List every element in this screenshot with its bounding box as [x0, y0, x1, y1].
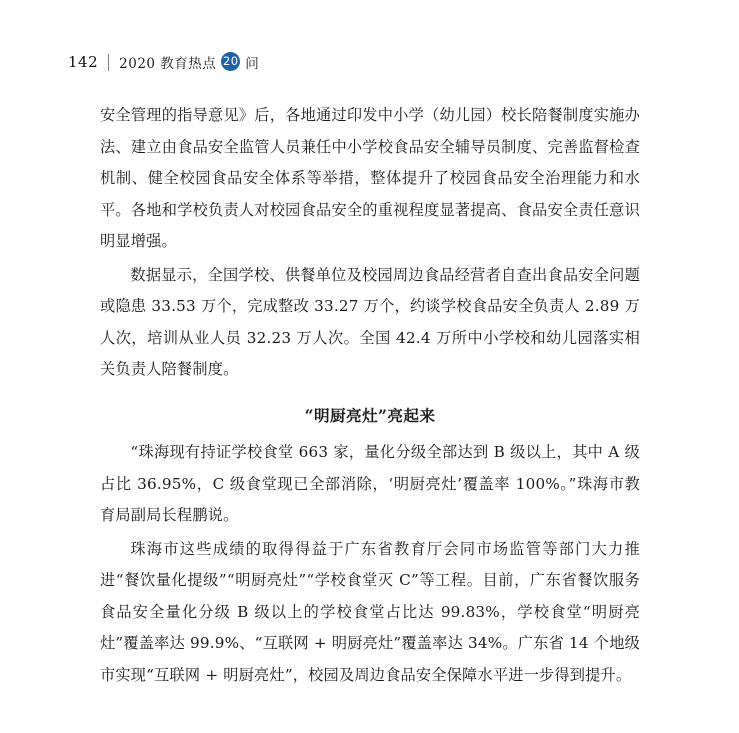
paragraph: 数据显示，全国学校、供餐单位及校园周边食品经营者自查出食品安全问题或隐患 33.53 万个，完成整改 33.27 万个，约谈学校食品安全负责人 2.89 万人次，培训从业人员 32.23 万人次。全国 42.4 万所中小学校和幼儿园落实相关负责人陪餐制度。 — [100, 265, 640, 378]
issue-badge: 20 — [221, 52, 240, 71]
page-number: 142 — [68, 53, 99, 71]
running-head — [68, 48, 671, 76]
page-body — [100, 100, 640, 693]
book-title-text-b: 问 — [245, 56, 260, 72]
paragraph: 珠海市这些成绩的取得得益于广东省教育厅会同市场监管等部门大力推进“餐饮量化提级”“明厨亮灶”“学校食堂灭 C”等工程。目前，广东省餐饮服务食品安全量化分级 B 级以上的学校食堂占比达 99.83%，学校食堂“明厨亮灶”覆盖率达 99.9%、“互联网 + 明厨亮灶”覆盖率达 34%。广东省 14 个地级市实现“互联网 + 明厨亮灶”，校园及周边食品安全保障水平进一步得到提升。 — [100, 539, 640, 684]
book-title — [119, 52, 259, 72]
paragraph: 安全管理的指导意见》后，各地通过印发中小学（幼儿园）校长陪餐制度实施办法、建立由食品安全监管人员兼任中小学校食品安全辅导员制度、完善监督检查机制、健全校园食品安全体系等举措，整体提升了校园食品安全治理能力和水平。各地和学校负责人对校园食品安全的重视程度显著提高、食品安全责任意识明显增强。 — [100, 106, 640, 250]
header-divider — [108, 54, 109, 71]
paragraph: “珠海现有持证学校食堂 663 家，量化分级全部达到 B 级以上，其中 A 级占比 36.95%，C 级食堂现已全部消除，‘明厨亮灶’覆盖率 100%。”珠海市教育局副局长程鹏说。 — [100, 443, 640, 524]
book-title-text-a: 2020 教育热点 — [119, 56, 217, 72]
section-subheading: “明厨亮灶”亮起来 — [304, 405, 436, 425]
